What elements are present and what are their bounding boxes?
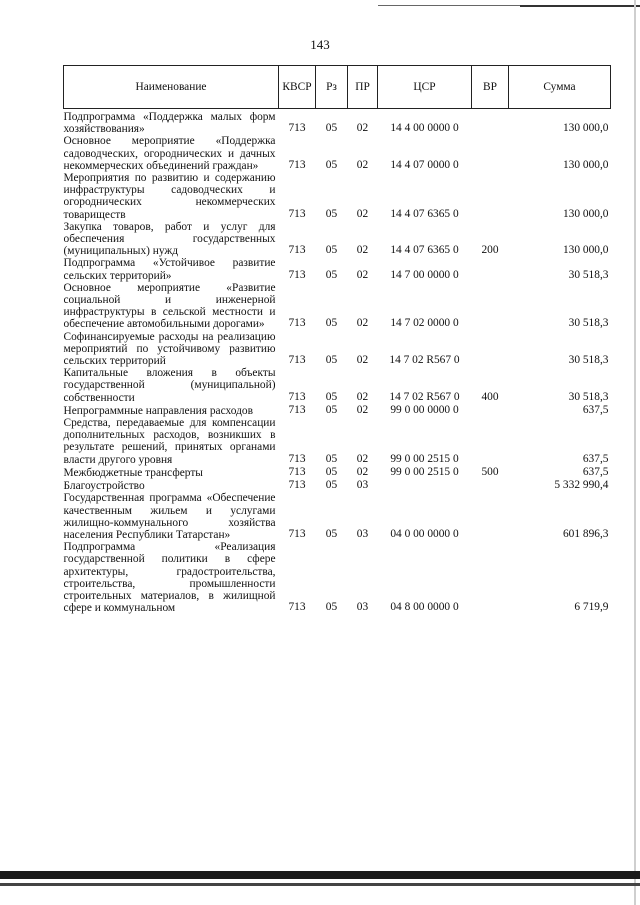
table-row [64,221,611,258]
row-csr: 14 4 07 6365 0 [390,207,459,220]
row-sum: 637,5 [582,465,609,478]
row-name: Благоустройство [63,480,145,493]
row-name: Мероприятия по развитию и содержанию инфраструктуры садоводческих и огороднических некоммерческих товариществ [63,172,276,221]
row-csr: 14 7 02 0000 0 [390,317,459,330]
row-rz: 05 [325,317,338,330]
row-kvsr: 713 [288,207,306,220]
row-kvsr: 713 [288,452,306,465]
row-sum: 130 000,0 [562,207,609,220]
row-csr: 14 4 07 0000 0 [390,158,459,171]
row-name: Софинансируемые расходы на реализацию мероприятий по устойчивому развитию сельских территорий [63,330,276,368]
budget-table [63,65,611,614]
row-csr: 14 7 02 R567 0 [389,390,460,403]
row-vr [472,492,509,541]
row-rz: 05 [325,527,338,540]
row-csr: 99 0 00 0000 0 [390,403,459,416]
row-pr: 02 [356,317,369,330]
top-rule-thick [520,5,640,7]
row-vr [472,331,509,368]
row-name: Межбюджетные трансферты [63,466,203,479]
row-pr: 03 [356,601,369,614]
row-vr: 400 [481,390,499,403]
row-sum: 6 719,9 [574,601,609,614]
table-row [64,172,611,221]
scan-edge [634,0,636,905]
row-vr [472,172,509,221]
row-kvsr: 713 [288,390,306,403]
row-vr: 500 [481,465,499,478]
row-csr: 14 7 02 R567 0 [389,354,460,367]
bottom-scan-bar [0,871,640,879]
column-header-sum: Сумма [509,66,611,109]
table-row [64,541,611,614]
row-rz: 05 [325,244,338,257]
column-header-csr: ЦСР [378,66,472,109]
row-pr: 02 [356,390,369,403]
row-vr [472,417,509,466]
table-row [64,109,611,136]
row-name: Подпрограмма «Устойчивое развитие сельских территорий» [63,257,276,282]
row-vr [472,135,509,172]
row-sum: 637,5 [582,403,609,416]
row-kvsr: 713 [288,122,306,135]
table-row [64,479,611,492]
row-kvsr: 713 [288,601,306,614]
row-name: Основное мероприятие «Развитие социальной и инженерной инфраструктуры в сельской местности и обеспечение автомобильными дорогами» [63,281,276,331]
row-pr: 03 [356,479,369,492]
row-csr [378,479,472,492]
row-rz: 05 [325,403,338,416]
row-pr: 02 [356,207,369,220]
table-row [64,367,611,404]
page-number: 143 [310,37,330,52]
row-kvsr: 713 [288,354,306,367]
row-rz: 05 [325,465,338,478]
row-name: Закупка товаров, работ и услуг для обеспечения государственных (муниципальных) нужд [63,220,276,258]
row-name: Подпрограмма «Поддержка малых форм хозяйствования» [63,111,276,136]
row-pr: 02 [356,403,369,416]
row-vr [472,257,509,281]
row-kvsr: 713 [288,268,306,281]
row-pr: 02 [356,158,369,171]
row-rz: 05 [325,452,338,465]
row-kvsr: 713 [288,465,306,478]
row-rz: 05 [325,601,338,614]
row-name: Государственная программа «Обеспечение качественным жильем и услугами жилищно-коммунального хозяйства населения Республики Татарстан» [63,492,276,541]
row-csr: 99 0 00 2515 0 [390,465,459,478]
row-pr: 02 [356,354,369,367]
row-pr: 02 [356,268,369,281]
table-row [64,257,611,281]
row-rz: 05 [325,122,338,135]
row-sum: 30 518,3 [568,390,609,403]
row-sum: 30 518,3 [568,354,609,367]
row-csr: 14 4 00 0000 0 [390,122,459,135]
row-vr [472,479,509,492]
table-body [64,109,611,615]
row-kvsr: 713 [288,317,306,330]
row-kvsr: 713 [288,158,306,171]
column-header-pr: ПР [348,66,378,109]
row-csr: 04 8 00 0000 0 [390,601,459,614]
column-header-rz: Рз [316,66,348,109]
row-csr: 99 0 00 2515 0 [390,452,459,465]
row-pr: 02 [356,452,369,465]
table-row [64,466,611,479]
row-vr: 200 [481,244,499,257]
row-vr [472,404,509,417]
row-csr: 14 7 00 0000 0 [390,268,459,281]
row-rz: 05 [325,158,338,171]
row-pr: 02 [356,122,369,135]
row-kvsr: 713 [288,527,306,540]
row-rz: 05 [325,207,338,220]
bottom-scan-line [0,883,640,886]
table-row [64,282,611,331]
table-header-row [64,66,611,109]
row-csr: 04 0 00 0000 0 [390,527,459,540]
table-row [64,135,611,172]
row-name: Средства, передаваемые для компенсации дополнительных расходов, возникших в результате решений, принятых органами власти другого уровня [63,417,276,466]
table-row [64,492,611,541]
column-header-name: Наименование [64,66,279,109]
row-sum: 130 000,0 [562,122,609,135]
row-name: Капитальные вложения в объекты государственной (муниципальной) собственности [63,367,276,404]
row-pr: 03 [356,527,369,540]
row-rz: 05 [325,268,338,281]
row-pr: 02 [356,244,369,257]
table-row [64,404,611,417]
row-vr [472,541,509,614]
row-pr: 02 [356,465,369,478]
row-kvsr: 713 [288,244,306,257]
row-vr [472,282,509,331]
row-sum: 130 000,0 [562,244,609,257]
row-sum: 601 896,3 [562,527,609,540]
row-sum: 30 518,3 [568,317,609,330]
row-sum: 130 000,0 [562,158,609,171]
row-sum: 637,5 [582,452,609,465]
row-kvsr: 713 [288,479,306,492]
row-vr [472,109,509,136]
row-sum: 30 518,3 [568,268,609,281]
table-row [64,417,611,466]
column-header-vr: ВР [472,66,509,109]
row-rz: 05 [325,390,338,403]
row-sum: 5 332 990,4 [554,479,609,492]
table-row [64,331,611,368]
budget-table-container [63,65,610,614]
row-name: Подпрограмма «Реализация государственной политики в сфере архитектуры, градостроительства, строительства, промышленности строительных материалов, в жилищной сфере и коммунальном [63,541,276,615]
row-csr: 14 4 07 6365 0 [390,244,459,257]
row-name: Непрограммные направления расходов [63,404,254,417]
row-rz: 05 [325,354,338,367]
row-rz: 05 [325,479,338,492]
row-name: Основное мероприятие «Поддержка садоводческих, огороднических и дачных некоммерческих объединений граждан» [63,135,276,172]
column-header-kvsr: КВСР [279,66,316,109]
row-kvsr: 713 [288,403,306,416]
